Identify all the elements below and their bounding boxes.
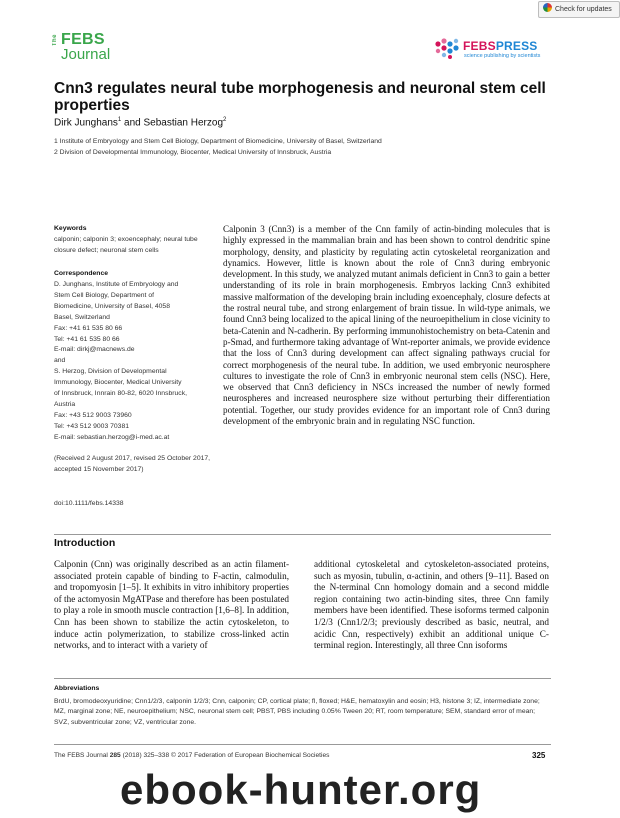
correspondence-email[interactable]: E-mail: dirkj@macnews.de — [54, 346, 135, 354]
correspondence-line: Austria — [54, 400, 76, 408]
watermark: ebook-hunter.org — [120, 766, 482, 813]
author-and: and — [121, 117, 144, 129]
press-febs-text: FEBS — [463, 39, 496, 53]
journal-logo-journal: Journal — [61, 46, 111, 63]
article-title: Cnn3 regulates neural tube morphogenesis and neuronal stem cell properties — [54, 80, 546, 114]
author-2-affil: 2 — [223, 117, 227, 123]
febs-press-name — [463, 39, 538, 53]
correspondence-line: Biomedicine, University of Basel, 4058 — [54, 302, 170, 310]
check-for-updates-label: Check for updates — [555, 6, 612, 13]
introduction-column-2: additional cytoskeletal and cytoskeleton-associated proteins, such as myosin, tubulin, α-actinin, and others [9–11]. Based on the N-terminal Cnn homology domain and a second middle region containing two actin-binding sites, three Cnn family members have been identified. These isoforms termed calponin 1/2/3 (Cnn1/2/3; previously described as basic, neutral, and acidic Cnn, respectively) exhibit an additional unique C-terminal region. Interestingly, all three Cnn isoforms — [314, 559, 549, 651]
page-number: 325 — [532, 751, 546, 760]
journal-logo — [52, 33, 142, 63]
correspondence-line: Basel, Switzerland — [54, 313, 110, 321]
footer-citation-rest: (2018) 325–338 © 2017 Federation of European Biochemical Societies — [122, 752, 330, 759]
febs-press-dots-icon — [434, 38, 460, 60]
keywords-heading-text: Keywords — [54, 225, 87, 232]
footer-citation — [54, 752, 329, 759]
footer-journal: The FEBS Journal — [54, 752, 108, 759]
correspondence-heading — [54, 269, 212, 280]
footer-divider — [54, 744, 551, 745]
section-divider — [54, 534, 551, 535]
keywords-heading — [54, 224, 212, 235]
press-press-text: PRESS — [495, 39, 538, 53]
author-1: Dirk Junghans — [54, 117, 118, 129]
affiliation-1: 1 Institute of Embryology and Stem Cell Biology, Department of Biomedicine, University of Basel, Switzerland — [54, 138, 382, 145]
correspondence-line: D. Junghans, Institute of Embryology and — [54, 281, 179, 288]
abbreviations-divider — [54, 678, 551, 679]
journal-logo-febs: FEBS — [61, 31, 105, 48]
correspondence-line: Stem Cell Biology, Department of — [54, 291, 154, 299]
abbreviations-heading: Abbreviations — [54, 685, 100, 692]
received-dates: (Received 2 August 2017, revised 25 October 2017, accepted 15 November 2017) — [54, 455, 211, 473]
check-for-updates-button[interactable] — [538, 1, 620, 18]
abstract: Calponin 3 (Cnn3) is a member of the Cnn family of actin-binding molecules that is highly expressed in the mammalian brain and has been shown to control dendritic spine morphology, density, and plasticity by regulating actin cytoskeletal reorganization and dynamics. However, little is known about the role of Cnn3 during embryonic development. In this study, we analyzed mutant animals deficient in Cnn3 to gain a better understanding of its role in brain morphogenesis. Embryos lacking Cnn3 exhibited massive malformation of the developing brain including exoencephaly, closure defects at the rostral neural tube, and strong enlargement of brain tissue. In wild-type animals, we found Cnn3 being localized to the apical lining of the neuroepithelium in close vicinity to beta-Catenin and N-cadherin. By performing immunohistochemistry on beta-Catenin and p-Smad, and furthermore taking advantage of Wnt-reporter animals, we provide evidence that the loss of Cnn3 during development can affect signaling pathways crucial for correct morphogenesis of the neural tube. In addition, we used embryonic neurosphere cultures to investigate the role of Cnn3 in embryonic neuronal stem cells (NSC). Here, we observed that Cnn3 deficiency in NSCs increased the number of newly formed neurospheres and increased neurosphere size without perturbing their differentiation potential. Together, our study provides evidence for an important role of Cnn3 during development of the embryonic brain and in regulating NSC function. — [223, 224, 550, 427]
correspondence-heading-text: Correspondence — [54, 270, 109, 277]
crossmark-icon — [543, 3, 552, 12]
correspondence-line: of Innsbruck, Innrain 80-82, 6020 Innsbruck, — [54, 390, 187, 398]
correspondence-line: Immunology, Biocenter, Medical University — [54, 379, 182, 387]
correspondence-fax: Fax: +43 512 9003 73960 — [54, 411, 132, 419]
affiliation-2: 2 Division of Developmental Immunology, Biocenter, Medical University of Innsbruck, Austria — [54, 149, 332, 156]
introduction-column-1: Calponin (Cnn) was originally described as an actin filament-associated protein capable of binding to F-actin, calmodulin, and tropomyosin [1–5]. It exhibits in vitro inhibitory properties of the actomyosin MgATPase and therefore has been postulated to play a role in smooth muscle contraction [1,6–8]. In addition, Cnn has been shown to stabilize the actin cytoskeleton, to induce actin polymerization, to stabilize cross-linked actin networks, and to interact with a variety of — [54, 559, 289, 651]
keywords-list: calponin; calponin 3; exoencephaly; neural tube closure defect; neuronal stem cells — [54, 236, 198, 254]
correspondence-line: and — [54, 357, 66, 365]
introduction-heading: Introduction — [54, 537, 116, 549]
correspondence-fax: Fax: +41 61 535 80 66 — [54, 324, 123, 332]
author-list — [54, 117, 226, 128]
correspondence-tel: Tel: +43 512 9003 70381 — [54, 422, 130, 430]
correspondence-line: S. Herzog, Division of Developmental — [54, 368, 167, 376]
author-2: Sebastian Herzog — [143, 117, 224, 129]
febs-press-logo — [434, 38, 554, 68]
correspondence-block — [54, 280, 212, 444]
footer-volume: 285 — [109, 752, 121, 759]
doi-link[interactable]: doi:10.1111/febs.14338 — [54, 500, 124, 507]
abbreviations-list: BrdU, bromodeoxyuridine; Cnn1/2/3, calponin 1/2/3; Cnn, calponin; CP, cortical plate; fl, floxed; H&E, hematoxylin and eosin; H3, histone 3; IZ, intermediate zone; MZ, marginal zone; NE, neuroepithelium; NSC, neuronal stem cell; PBST, PBS including 0.05% Tween 20; RT, room temperature; SEM, standard error of mean; SVZ, subventricular zone; VZ, ventricular zone. — [54, 698, 540, 726]
correspondence-tel: Tel: +41 61 535 80 66 — [54, 335, 120, 343]
febs-press-tagline: science publishing by scientists — [464, 53, 541, 59]
author-1-affil: 1 — [117, 117, 122, 123]
correspondence-email[interactable]: E-mail: sebastian.herzog@i-med.ac.at — [54, 433, 170, 441]
journal-logo-the: The — [52, 34, 58, 47]
